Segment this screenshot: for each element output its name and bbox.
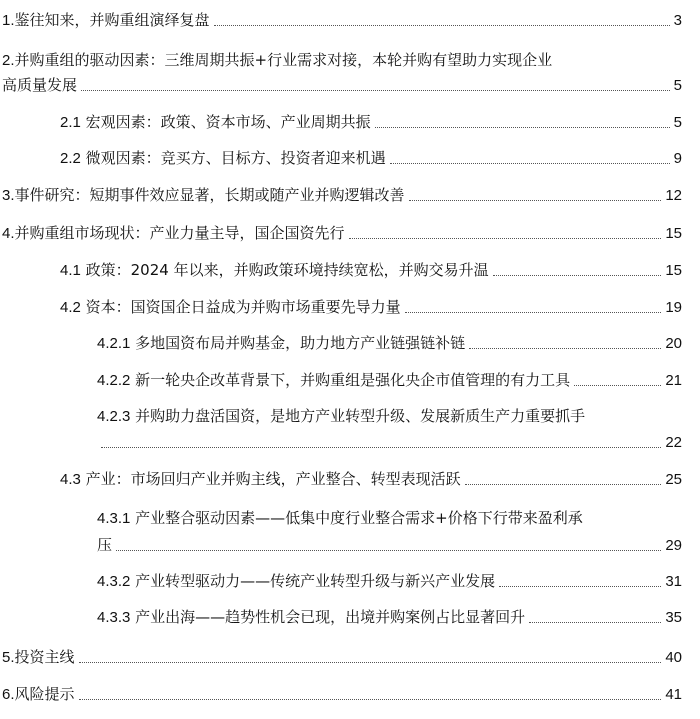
toc-entry-title: 资本：国资国企日益成为并购市场重要先导力量 xyxy=(85,298,401,316)
toc-entry-title: 并购助力盘活国资，是地方产业转型升级、发展新质生产力重要抓手 xyxy=(135,407,586,425)
toc-entry-number: 4.3.3 xyxy=(97,609,131,626)
toc-entry-number: 6. xyxy=(2,686,15,703)
dot-leader xyxy=(214,24,670,26)
toc-entry-title: 产业：市场回归产业并购主线，产业整合、转型表现活跃 xyxy=(85,470,461,488)
toc-entry-page: 12 xyxy=(665,187,682,204)
toc-entry-number: 4.2 xyxy=(60,299,81,316)
toc-entry-title: 并购重组市场现状：产业力量主导，国企国资先行 xyxy=(14,224,345,242)
dot-leader xyxy=(529,621,661,623)
toc-entry-title-continued: 高质量发展 xyxy=(2,76,78,94)
dot-leader xyxy=(465,483,662,485)
dot-leader xyxy=(375,126,670,128)
toc-entry-page: 21 xyxy=(665,372,682,389)
toc-entry-number: 2.1 xyxy=(60,114,81,131)
toc-entry-page: 9 xyxy=(673,150,682,167)
dot-leader xyxy=(409,199,662,201)
toc-entry-page: 15 xyxy=(665,262,682,279)
dot-leader xyxy=(79,698,662,700)
dot-leader xyxy=(81,89,670,91)
toc-entry-page: 41 xyxy=(665,686,682,703)
toc-entry-page: 5 xyxy=(673,114,682,131)
toc-entry-number: 4.3.1 xyxy=(97,510,131,527)
dot-leader xyxy=(79,661,662,663)
toc-entry-title: 政策：2024 年以来，并购政策环境持续宽松，并购交易升温 xyxy=(85,261,489,279)
toc-entry-number: 1. xyxy=(2,12,15,29)
toc-entry-title-continued: 压 xyxy=(97,536,113,554)
toc-entry-title: 产业转型驱动力——传统产业转型升级与新兴产业发展 xyxy=(135,572,496,590)
toc-entry-title: 微观因素：竞买方、目标方、投资者迎来机遇 xyxy=(85,149,386,167)
toc-entry-title: 多地国资布局并购基金，助力地方产业链强链补链 xyxy=(135,334,466,352)
toc-entry-title: 产业出海——趋势性机会已现，出境并购案例占比显著回升 xyxy=(135,608,526,626)
toc-entry-page: 35 xyxy=(665,609,682,626)
toc-entry-page: 3 xyxy=(673,12,682,29)
toc-entry-number: 4.2.3 xyxy=(97,408,131,425)
dot-leader xyxy=(101,446,661,448)
toc-entry-number: 4.1 xyxy=(60,262,81,279)
toc-entry-page: 22 xyxy=(665,434,682,451)
toc-entry-title: 产业整合驱动因素——低集中度行业整合需求+价格下行带来盈利承 xyxy=(135,509,583,527)
dot-leader xyxy=(574,384,661,386)
toc-entry-title: 投资主线 xyxy=(14,648,75,666)
toc-entry-title: 鉴往知来，并购重组演绎复盘 xyxy=(14,11,210,29)
dot-leader xyxy=(499,585,661,587)
dot-leader xyxy=(390,162,670,164)
dot-leader xyxy=(469,347,661,349)
toc-entry-page: 15 xyxy=(665,225,682,242)
dot-leader xyxy=(405,311,662,313)
toc-entry-number: 3. xyxy=(2,187,15,204)
toc-entry-number: 4.2.2 xyxy=(97,372,131,389)
dot-leader xyxy=(349,237,662,239)
toc-entry-page: 25 xyxy=(665,471,682,488)
dot-leader xyxy=(116,549,661,551)
toc-entry-number: 2. xyxy=(2,52,15,69)
toc-entry-page: 5 xyxy=(673,77,682,94)
toc-entry-page: 31 xyxy=(665,573,682,590)
toc-entry-number: 5. xyxy=(2,649,15,666)
toc-entry-number: 4.3 xyxy=(60,471,81,488)
toc-entry-number: 2.2 xyxy=(60,150,81,167)
toc-entry-page: 29 xyxy=(665,537,682,554)
toc-entry-title: 新一轮央企改革背景下，并购重组是强化央企市值管理的有力工具 xyxy=(135,371,571,389)
toc-entry-title: 并购重组的驱动因素：三维周期共振+行业需求对接，本轮并购有望助力实现企业 xyxy=(14,51,553,69)
dot-leader xyxy=(493,274,662,276)
toc-entry-title: 事件研究：短期事件效应显著，长期或随产业并购逻辑改善 xyxy=(14,186,405,204)
toc-entry-title: 风险提示 xyxy=(14,685,75,703)
toc-entry-page: 20 xyxy=(665,335,682,352)
toc-entry-number: 4.2.1 xyxy=(97,335,131,352)
toc-entry-page: 40 xyxy=(665,649,682,666)
toc-entry-page: 19 xyxy=(665,299,682,316)
toc-entry-number: 4. xyxy=(2,225,15,242)
toc-entry-title: 宏观因素：政策、资本市场、产业周期共振 xyxy=(85,113,371,131)
toc-entry-number: 4.3.2 xyxy=(97,573,131,590)
